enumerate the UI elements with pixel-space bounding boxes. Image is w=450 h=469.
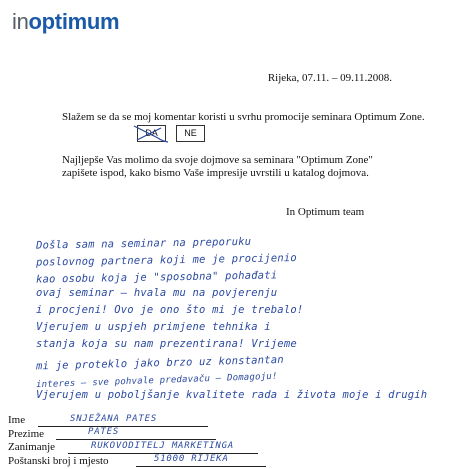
team-signature: In Optimum team [286, 206, 365, 218]
option-ne-label: NE [184, 128, 197, 138]
postal-city-value: 51000 RIJEKA [154, 454, 229, 464]
comment-line: mi je proteklo jako brzo uz konstantan [35, 353, 284, 373]
name-label: Ime [8, 414, 26, 426]
comment-line: kao osobu koja je "sposobna" pohađati [35, 269, 278, 286]
comment-line: interes – sve pohvale predavaču – Domagoju! [35, 371, 278, 391]
consent-text: Slažem se da se moj komentar koristi u svrhu promocije seminara Optimum Zone. [62, 111, 425, 123]
comment-line: Vjerujem u uspjeh primjene tehnika i [36, 321, 271, 333]
comment-line: poslovnog partnera koji me je procijenio [35, 252, 297, 269]
intro-text: Najljepše Vas molimo da svoje dojmove sa seminara "Optimum Zone" zapišete ispod, kako bismo Vaše impresije uvrstili u katalog dojmova. [62, 154, 373, 179]
option-da-label: DA [145, 128, 158, 138]
occupation-label: Zanimanje [8, 441, 56, 453]
inoptimum-logo [12, 11, 119, 33]
surname-value: PATES [88, 427, 120, 437]
comment-line: ovaj seminar – hvala mu na povjerenju [36, 287, 278, 299]
handwritten-comment [36, 234, 446, 404]
place-date: Rijeka, 07.11. – 09.11.2008. [267, 72, 392, 84]
name-value: SNJEŽANA PATES [70, 413, 158, 424]
comment-line: stanja koja su nam prezentirana! Vrijeme [36, 338, 297, 350]
comment-line: Došla sam na seminar na preporuku [35, 235, 252, 252]
comment-line: i procjeni! Ovo je ono što mi je trebalo! [36, 304, 304, 316]
occupation-value: RUKOVODITELJ MARKETINGA [91, 440, 235, 451]
surname-label: Prezime [8, 427, 45, 440]
comment-line: Vjerujem u poboljšanje kvalitete rada i života moje i drugih [36, 389, 428, 401]
logo-prefix: in [12, 9, 29, 34]
postal-city-field[interactable] [8, 455, 428, 469]
option-ne-checkbox[interactable] [176, 125, 205, 142]
name-field[interactable] [8, 414, 428, 428]
postal-city-label: Poštanski broj i mjesto [8, 454, 109, 467]
hand-drawn-check-mark [128, 120, 173, 148]
logo-name: optimum [28, 9, 120, 34]
personal-info-fields [8, 414, 428, 468]
